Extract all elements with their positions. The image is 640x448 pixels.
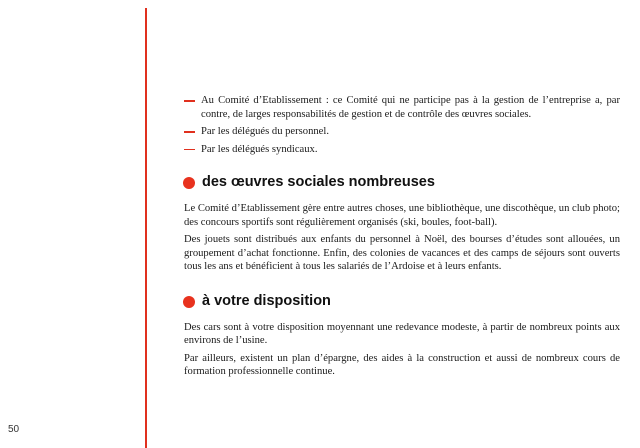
section-title: à votre disposition — [202, 292, 331, 309]
red-dot-icon — [183, 177, 195, 189]
paragraph: Des cars sont à votre disposition moyennant une redevance modeste, à partir de nombreux points aux environs de l’usine. — [184, 321, 620, 347]
vertical-red-rule — [145, 8, 147, 448]
paragraph: Des jouets sont distribués aux enfants du personnel à Noël, des bourses d’études sont allouées, un groupement d’achat fonctionne. Enfin, des colonies de vacances et des camps de séjours sont ouverts tous les ans et bénéficient à tous les salariés de l’Ardoise et à leurs enfants. — [184, 234, 620, 273]
dash-marker — [184, 100, 195, 102]
page-number: 50 — [8, 424, 20, 435]
list-item-text: Au Comité d’Etablissement : ce Comité qui ne participe pas à la gestion de l’entreprise a, par contre, de larges responsabilités de gestion et de contrôle des œuvres sociales. — [201, 95, 620, 120]
paragraph: Par ailleurs, existent un plan d’épargne, des aides à la construction et aussi de nombreux cours de formation professionnelle continue. — [184, 352, 620, 378]
dash-marker — [184, 149, 195, 151]
section-heading-oeuvres — [183, 176, 620, 190]
list-item — [184, 94, 620, 121]
page-content — [184, 94, 620, 383]
list-item-text: Par les délégués syndicaux. — [201, 143, 318, 155]
paragraph: Le Comité d’Etablissement gère entre autres choses, une bibliothèque, une discothèque, un club photo; des concours sportifs sont régulièrement organisés (ski, boules, foot-ball). — [184, 202, 620, 228]
section-heading-disposition — [183, 292, 620, 309]
red-dot-icon — [183, 296, 195, 308]
list-item — [184, 143, 620, 157]
dash-marker — [184, 131, 195, 133]
section-title: des œuvres sociales nombreuses — [202, 174, 435, 191]
list-item-text: Par les délégués du personnel. — [201, 126, 329, 138]
list-item — [184, 125, 620, 139]
